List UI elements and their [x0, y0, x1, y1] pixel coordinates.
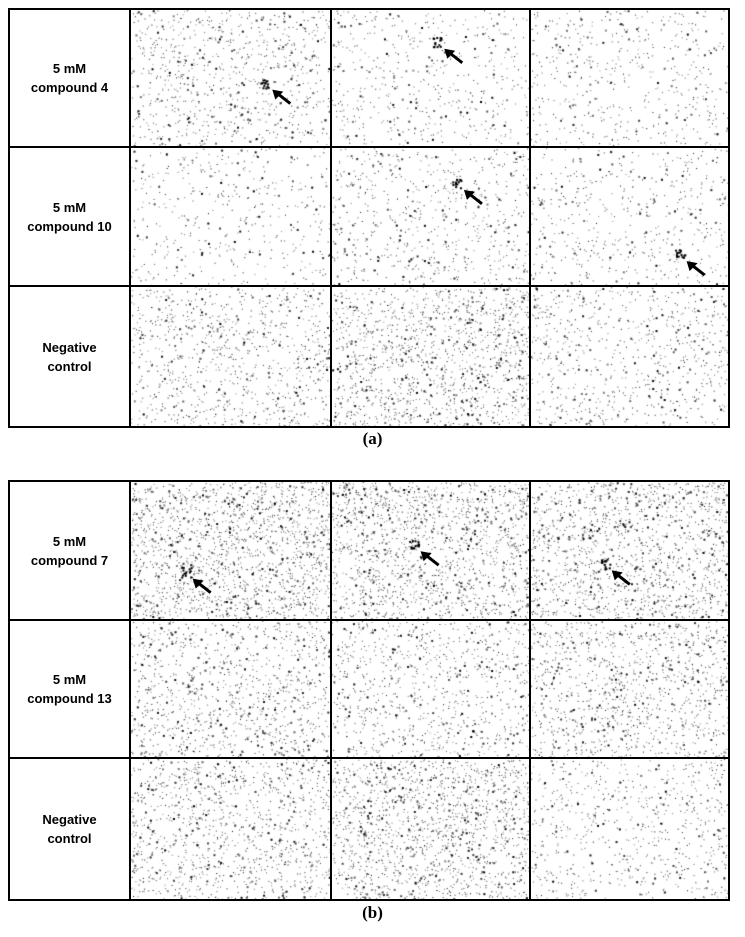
arrow-icon	[332, 10, 529, 146]
panel-a-grid	[8, 8, 730, 428]
speckle-texture	[531, 287, 728, 426]
speckle-texture	[131, 621, 330, 757]
row-label-cell	[10, 148, 131, 287]
speckle-texture	[131, 759, 330, 899]
arrow-icon	[131, 10, 330, 146]
micrograph-image	[131, 482, 332, 621]
row-label-cell	[10, 759, 131, 899]
micrograph-image	[332, 10, 531, 148]
row-label: 5 mM compound 10	[27, 199, 112, 234]
micrograph-image	[531, 10, 728, 148]
micrograph-image	[131, 148, 332, 287]
row-label-cell	[10, 621, 131, 759]
micrograph-image	[131, 621, 332, 759]
micrograph-image	[531, 482, 728, 621]
speckle-texture	[131, 148, 330, 285]
micrograph-image	[531, 759, 728, 899]
micrograph-image	[531, 621, 728, 759]
micrograph-image	[332, 148, 531, 287]
speckle-texture	[332, 759, 529, 899]
micrograph-image	[131, 287, 332, 426]
panel-caption: (a)	[362, 429, 383, 448]
row-label-cell	[10, 287, 131, 426]
speckle-texture	[332, 621, 529, 757]
micrograph-image	[332, 482, 531, 621]
micrograph-image	[131, 759, 332, 899]
row-label-cell	[10, 10, 131, 148]
speckle-texture	[131, 287, 330, 426]
micrograph-image	[531, 148, 728, 287]
speckle-texture	[531, 621, 728, 757]
arrow-icon	[332, 482, 529, 619]
speckle-texture	[531, 10, 728, 146]
panel-caption: (b)	[362, 903, 383, 922]
speckle-texture	[531, 759, 728, 899]
row-label: 5 mM compound 7	[30, 533, 109, 568]
micrograph-image	[531, 287, 728, 426]
micrograph-image	[332, 621, 531, 759]
arrow-icon	[531, 148, 728, 285]
panel-b-grid	[8, 480, 730, 901]
row-label-cell	[10, 482, 131, 621]
row-label: 5 mM compound 13	[27, 672, 112, 706]
micrograph-image	[131, 10, 332, 148]
arrow-icon	[332, 148, 529, 285]
micrograph-image	[332, 759, 531, 899]
arrow-icon	[531, 482, 728, 619]
arrow-icon	[131, 482, 330, 619]
row-label: Negative control	[42, 812, 97, 846]
row-label: 5 mM compound 4	[30, 61, 109, 95]
micrograph-image	[332, 287, 531, 426]
row-label: Negative control	[42, 339, 97, 374]
speckle-texture	[332, 287, 529, 426]
